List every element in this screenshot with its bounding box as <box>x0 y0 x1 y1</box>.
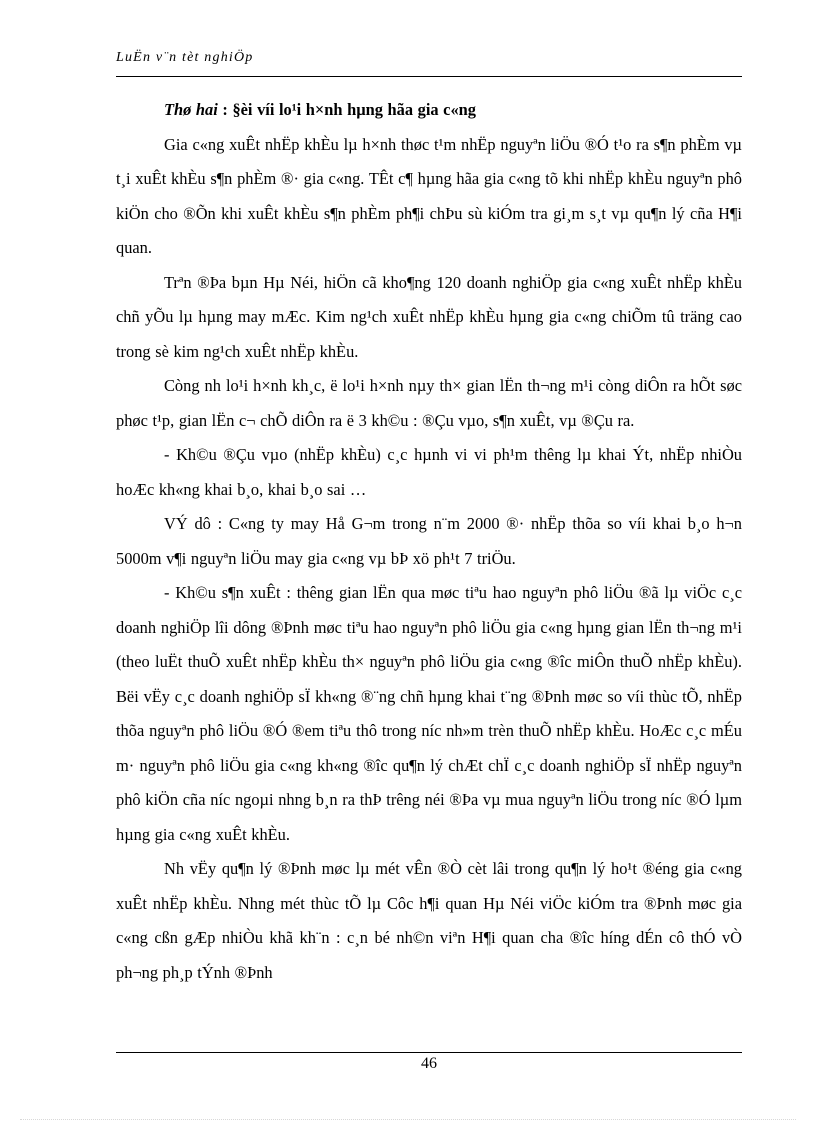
page-number: 46 <box>421 1055 437 1072</box>
paragraph: Gia c«ng xuÊt nhËp khÈu lµ h×nh thøc t¹m nhËp nguyªn liÖu ®Ó t¹o ra s¶n phÈm vµ t¸i xuÊt khÈu s¶n phÈm ®· gia c«ng. TÊt c¶ hµng hãa gia c«ng tõ khi nhËp khÈu nguyªn phô kiÖn cho ®Õn khi xuÊt khÈu s¶n phÈm ph¶i chÞu sù kiÓm tra gi¸m s¸t vµ qu¶n lý cña H¶i quan. <box>116 134 742 257</box>
section-heading <box>116 93 742 128</box>
paragraph: Còng nh lo¹i h×nh kh¸c, ë lo¹i h×nh nµy th× gian lËn th¬ng m¹i còng diÔn ra hÕt søc phøc t¹p, gian lËn c¬ chÕ diÔn ra ë 3 kh©u : ®Çu vµo, s¶n xuÊt, vµ ®Çu ra. <box>116 376 742 430</box>
running-header: LuËn v¨n tèt nghiÖp <box>116 50 254 65</box>
paragraph: - Kh©u ®Çu vµo (nhËp khÈu) c¸c hµnh vi vi ph¹m thêng lµ khai Ýt, nhËp nhiÒu hoÆc kh«ng khai b¸o, khai b¸o sai … <box>116 445 742 499</box>
paragraph: - Kh©u s¶n xuÊt : thêng gian lËn qua møc tiªu hao nguyªn phô liÖu ®ã lµ viÖc c¸c doanh nghiÖp lîi dông ®Þnh møc tiªu hao nguyªn phô liÖu gia c«ng hµng gian lËn th¬ng m¹i (theo luËt thuÕ xuÊt nhËp khÈu th× nguyªn phô liÖu gia c«ng ®îc miÔn thuÕ nhËp khÈu). Bëi vËy c¸c doanh nghiÖp sÏ kh«ng ®¨ng chñ hµng khai t¨ng ®Þnh møc so víi thùc tÕ, nhËp thõa nguyªn phô liÖu ®Ó ®em tiªu thô trong níc nh»m trèn thuÕ nhËp khÈu. HoÆc c¸c mÉu m· nguyªn phô liÖu gia c«ng kh«ng ®îc qu¶n lý chÆt chÏ c¸c doanh nghiÖp sÏ nhËp nguyªn phô kiÖn cña níc ngoµi nhng b¸n ra thÞ trêng néi ®Þa vµ mua nguyªn liÖu trong níc ®Ó lµm hµng gia c«ng xuÊt khÈu. <box>116 583 742 844</box>
page-edge <box>20 1119 796 1120</box>
header-divider <box>116 76 742 77</box>
section-label: Thø hai <box>164 100 218 119</box>
paragraph: VÝ dô : C«ng ty may Hå G¬m trong n¨m 2000 ®· nhËp thõa so víi khai b¸o h¬n 5000m v¶i nguyªn liÖu may gia c«ng vµ bÞ xö ph¹t 7 triÖu. <box>116 514 742 568</box>
document-body <box>116 93 742 990</box>
paragraph: Trªn ®Þa bµn Hµ Néi, hiÖn cã kho¶ng 120 doanh nghiÖp gia c«ng xuÊt nhËp khÈu chñ yÕu lµ hµng may mÆc. Kim ng¹ch xuÊt nhËp khÈu hµng gia c«ng chiÕm tû träng cao trong sè kim ng¹ch xuÊt nhËp khÈu. <box>116 272 742 361</box>
paragraph: Nh vËy qu¶n lý ®Þnh møc lµ mét vÊn ®Ò cèt lâi trong qu¶n lý ho¹t ®éng gia c«ng xuÊt nhËp khÈu. Nhng mét thùc tÕ lµ Côc h¶i quan Hµ Néi viÖc kiÓm tra ®Þnh møc gia c«ng cßn gÆp nhiÒu khã kh¨n : c¸n bé nh©n viªn H¶i quan cha ®îc híng dÉn cô thÓ vÒ ph¬ng ph¸p tÝnh ®Þnh <box>116 859 742 982</box>
section-title: : §èi víi lo¹i h×nh hµng hãa gia c«ng <box>217 100 476 119</box>
footer-divider <box>116 1052 742 1053</box>
